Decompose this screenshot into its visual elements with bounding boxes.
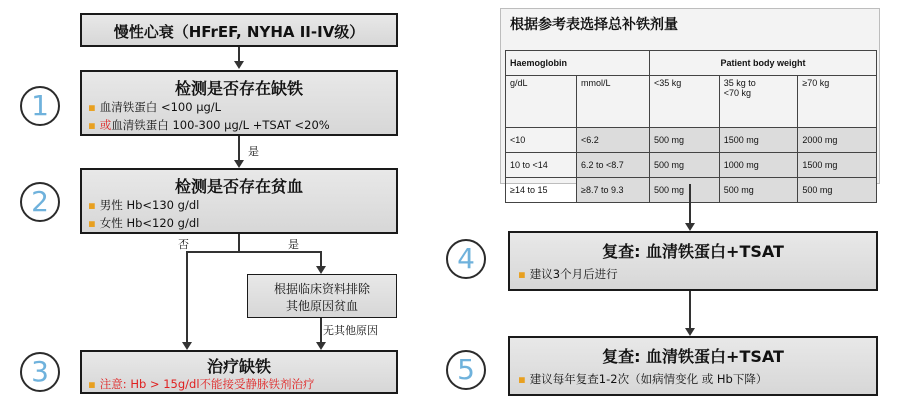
step-5-title: 复查: 血清铁蛋白+TSAT bbox=[602, 347, 784, 366]
unit-gdl: g/dL bbox=[506, 76, 577, 128]
label-no: 否 bbox=[178, 238, 189, 251]
cell-gdl: 10 to <14 bbox=[506, 153, 577, 178]
bullet-dot-icon: ▪ bbox=[88, 216, 96, 230]
cell-dose: 500 mg bbox=[798, 178, 877, 203]
bullet-dot-icon: ▪ bbox=[518, 372, 526, 386]
connector bbox=[689, 291, 691, 329]
step-3-number: 3 bbox=[20, 352, 60, 392]
cell-dose: 2000 mg bbox=[798, 128, 877, 153]
step-1-title: 检测是否存在缺铁 bbox=[174, 79, 303, 98]
bullet-dot-icon: ▪ bbox=[88, 100, 96, 114]
step-4-number: 4 bbox=[446, 239, 486, 279]
arrow-down bbox=[234, 61, 244, 69]
top-condition-title: 慢性心衰（HFrEF, NYHA II-IV级） bbox=[113, 23, 365, 41]
cell-dose: 500 mg bbox=[650, 178, 720, 203]
table-row bbox=[506, 128, 877, 153]
weight-col-1: <35 kg bbox=[650, 76, 720, 128]
top-condition-box bbox=[80, 13, 398, 47]
step-2-box bbox=[80, 168, 398, 234]
connector bbox=[238, 47, 240, 62]
table-row bbox=[506, 178, 877, 203]
weight-col-3: ≥70 kg bbox=[798, 76, 877, 128]
label-yes-1: 是 bbox=[248, 145, 259, 158]
step-2-number: 2 bbox=[20, 182, 60, 222]
arrow-down bbox=[685, 223, 695, 231]
step-1-bullet-2: ▪ 或血清铁蛋白 100-300 μg/L +TSAT <20% bbox=[88, 118, 330, 132]
iron-dose-table bbox=[505, 50, 877, 203]
step-2-title: 检测是否存在贫血 bbox=[174, 177, 303, 196]
label-no-other-causes: 无其他原因 bbox=[323, 324, 378, 337]
table-header-row bbox=[506, 51, 877, 76]
cell-gdl: <10 bbox=[506, 128, 577, 153]
bullet-dot-icon: ▪ bbox=[88, 198, 96, 212]
step-2-bullet-1: ▪ 男性 Hb<130 g/dl bbox=[88, 198, 200, 212]
step-1-bullet-1: ▪ 血清铁蛋白 <100 μg/L bbox=[88, 100, 222, 114]
connector bbox=[186, 251, 322, 253]
step-5-bullet: ▪ 建议每年复查1-2次（如病情变化 或 Hb下降） bbox=[518, 372, 768, 386]
bullet-dot-icon: ▪ bbox=[88, 118, 96, 132]
label-yes-2: 是 bbox=[288, 238, 299, 251]
connector bbox=[689, 184, 691, 224]
cell-mmol: 6.2 to <8.7 bbox=[577, 153, 650, 178]
unit-mmol: mmol/L bbox=[577, 76, 650, 128]
header-body-weight: Patient body weight bbox=[650, 51, 877, 76]
exclude-line-2: 其他原因贫血 bbox=[285, 299, 358, 313]
arrow-down bbox=[182, 342, 192, 350]
step-1-box bbox=[80, 70, 398, 136]
step-3-warning: ▪ 注意: Hb > 15g/dl不能接受静脉铁剂治疗 bbox=[88, 377, 315, 391]
arrow-down bbox=[316, 342, 326, 350]
step-3-title: 治疗缺铁 bbox=[206, 357, 271, 376]
connector bbox=[320, 318, 322, 343]
step-4-bullet: ▪ 建议3个月后进行 bbox=[518, 267, 618, 281]
cell-dose: 500 mg bbox=[719, 178, 798, 203]
step-4-box bbox=[508, 231, 878, 291]
reference-table-title: 根据参考表选择总补铁剂量 bbox=[510, 17, 678, 33]
step-1-number: 1 bbox=[20, 86, 60, 126]
connector bbox=[238, 234, 240, 252]
cell-dose: 500 mg bbox=[650, 128, 720, 153]
step-3-box bbox=[80, 350, 398, 394]
bullet-dot-icon: ▪ bbox=[518, 267, 526, 281]
exclude-other-causes-box bbox=[247, 274, 397, 318]
header-haemoglobin: Haemoglobin bbox=[506, 51, 650, 76]
step-2-bullet-2: ▪ 女性 Hb<120 g/dl bbox=[88, 216, 200, 230]
cell-mmol: ≥8.7 to 9.3 bbox=[577, 178, 650, 203]
cell-gdl: ≥14 to 15 bbox=[506, 178, 577, 203]
arrow-down bbox=[234, 160, 244, 168]
exclude-line-1: 根据临床资料排除 bbox=[273, 282, 370, 296]
weight-col-2: 35 kg to <70 kg bbox=[719, 76, 798, 128]
cell-dose: 500 mg bbox=[650, 153, 720, 178]
step-4-title: 复查: 血清铁蛋白+TSAT bbox=[602, 242, 784, 261]
connector bbox=[186, 251, 188, 343]
cell-dose: 1500 mg bbox=[719, 128, 798, 153]
cell-dose: 1000 mg bbox=[719, 153, 798, 178]
arrow-down bbox=[316, 266, 326, 274]
cell-mmol: <6.2 bbox=[577, 128, 650, 153]
step-5-box bbox=[508, 336, 878, 396]
arrow-down bbox=[685, 328, 695, 336]
table-row bbox=[506, 153, 877, 178]
connector bbox=[320, 251, 322, 267]
cell-dose: 1500 mg bbox=[798, 153, 877, 178]
connector bbox=[238, 136, 240, 161]
table-units-row bbox=[506, 76, 877, 128]
step-5-number: 5 bbox=[446, 350, 486, 390]
bullet-dot-icon: ▪ bbox=[88, 377, 96, 391]
